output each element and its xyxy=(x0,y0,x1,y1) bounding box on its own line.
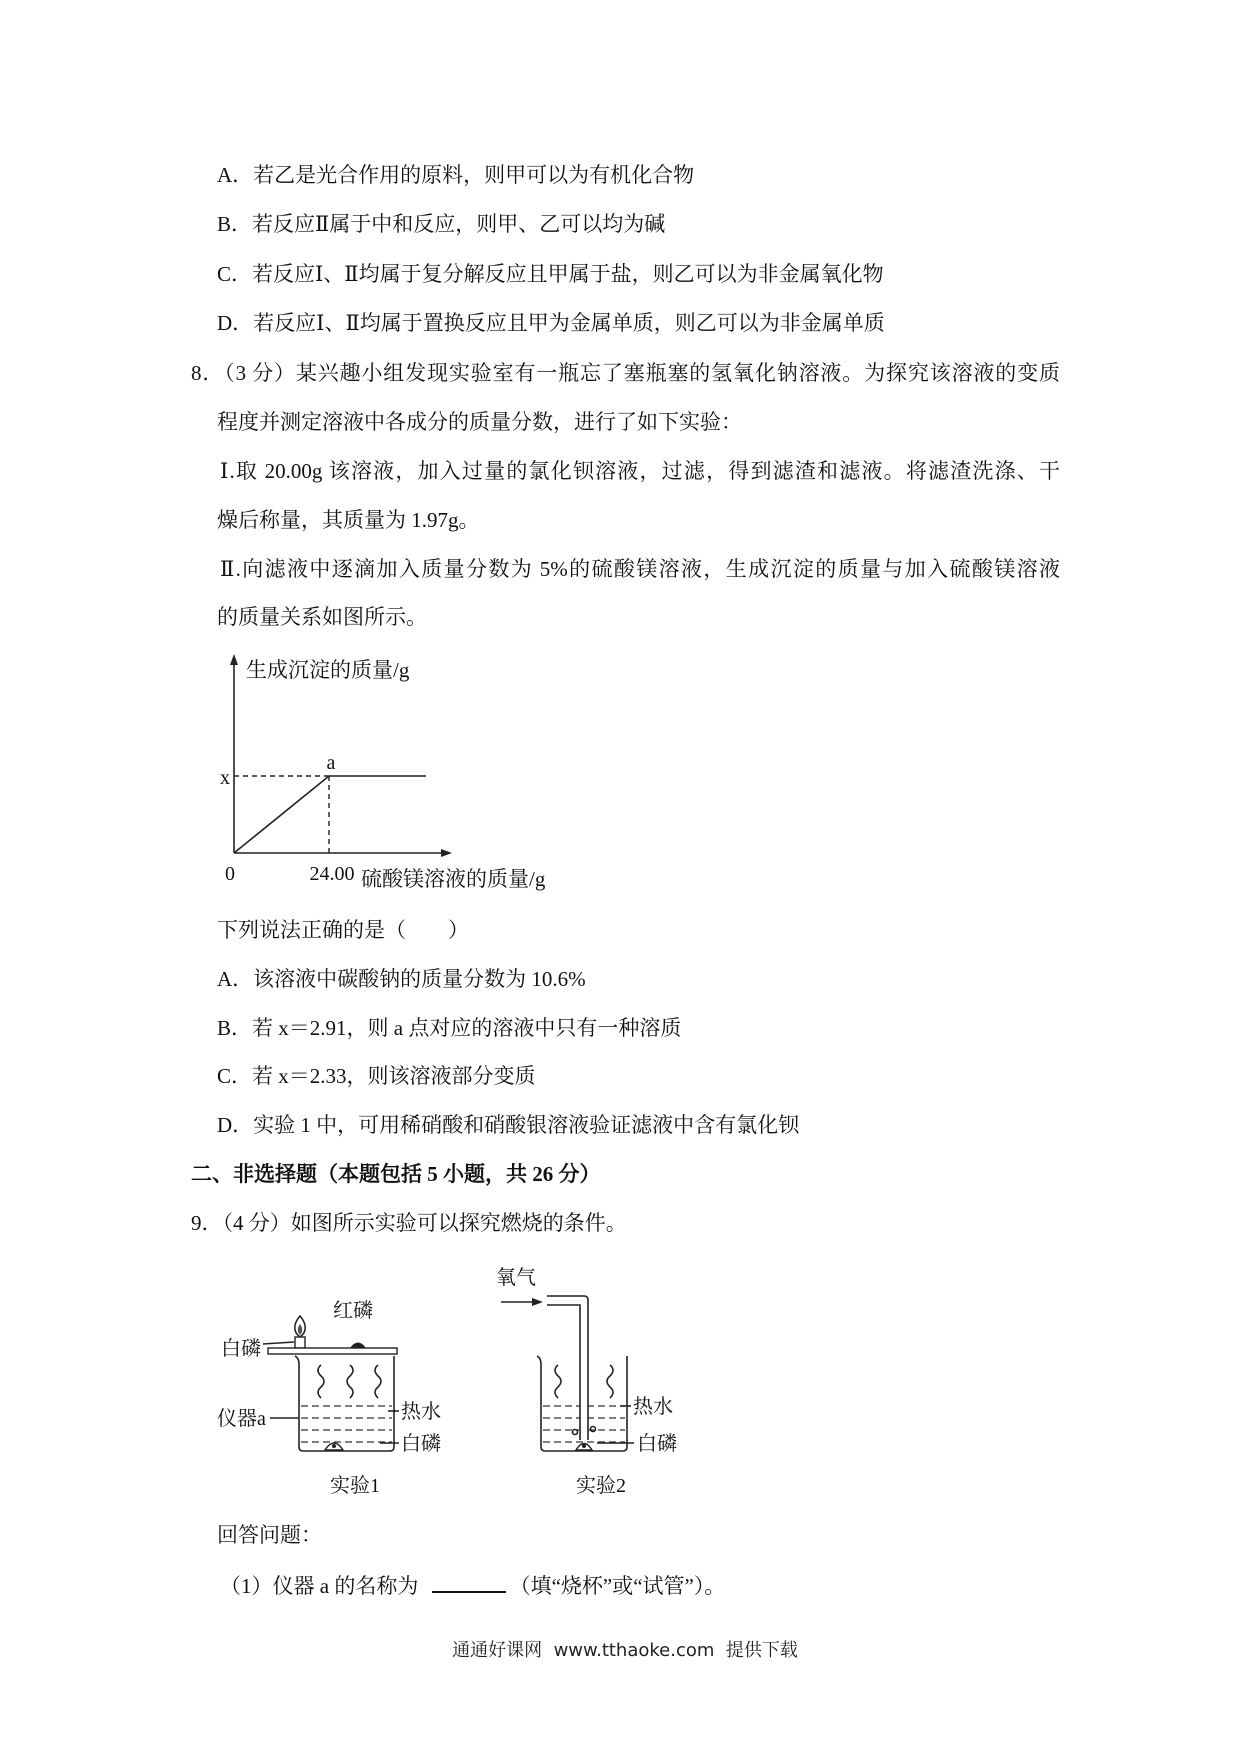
hot-water-label: 热水 xyxy=(401,1401,441,1423)
steam-wave xyxy=(347,1365,353,1398)
white-phosphorus-label: 白磷 xyxy=(637,1433,677,1455)
arrowhead-icon xyxy=(532,1298,543,1306)
section-heading: 二、非选择题（本题包括 5 小题，共 26 分） xyxy=(191,1162,601,1186)
x-axis-label: 硫酸镁溶液的质量/g xyxy=(361,867,546,891)
page-footer: 通通好课网 www.tthaoke.com 提供下载 xyxy=(452,1640,798,1661)
q7-option-d: D．若反应Ⅰ、Ⅱ均属于置换反应且甲为金属单质，则乙可以为非金属单质 xyxy=(217,311,885,335)
steam-wave xyxy=(375,1365,381,1398)
q7-option-a: A．若乙是光合作用的原料，则甲可以为有机化合物 xyxy=(217,163,695,187)
steam-wave xyxy=(607,1365,613,1398)
q9-answer-prompt: 回答问题： xyxy=(217,1523,322,1547)
q8-stem-line-2: 程度并测定溶液中各成分的质量分数，进行了如下实验： xyxy=(217,410,742,434)
q8-option-d: D．实验 1 中，可用稀硝酸和硝酸银溶液验证滤液中含有氯化钡 xyxy=(217,1113,800,1137)
x-tick-label: 24.00 xyxy=(309,863,355,885)
burning-white-phosphorus xyxy=(295,1337,305,1348)
white-phosphorus-bottom-label: 白磷 xyxy=(401,1433,441,1455)
q8-stem-line-1: 8．（3 分）某兴趣小组发现实验室有一瓶忘了塞瓶塞的氢氧化钠溶液。为探究该溶液的变质 xyxy=(191,361,1060,385)
red-phosphorus-label: 红磷 xyxy=(333,1300,373,1322)
white-phosphorus-top-leader xyxy=(263,1342,294,1344)
point-a-label: a xyxy=(326,752,336,774)
gas-tube-inner-wall xyxy=(547,1305,580,1440)
white-phosphorus-top-label: 白磷 xyxy=(221,1338,261,1360)
phosphorus-piece xyxy=(582,1444,586,1448)
q9-subquestion-1 xyxy=(220,1571,726,1598)
hot-water-label: 热水 xyxy=(633,1396,673,1418)
steam-wave xyxy=(318,1365,324,1398)
q8-step2-line-2: 的质量关系如图所示。 xyxy=(217,605,427,629)
beaker-1 xyxy=(295,1356,394,1451)
q9-sub1-text-after: （填“烧杯”或“试管”）。 xyxy=(509,1574,726,1598)
y-axis-label: 生成沉淀的质量/g xyxy=(246,658,410,682)
copper-plate xyxy=(268,1348,397,1354)
q8-option-a: A．该溶液中碳酸钠的质量分数为 10.6% xyxy=(217,967,586,991)
experiment-2 xyxy=(496,1266,677,1497)
q8-option-c: C．若 x＝2.33，则该溶液部分变质 xyxy=(217,1064,536,1088)
y-tick-x-label: x xyxy=(220,767,230,789)
experiment-1-caption: 实验1 xyxy=(330,1475,380,1497)
steam-wave xyxy=(555,1365,561,1398)
y-axis-arrowhead xyxy=(230,654,238,665)
q8-prompt: 下列说法正确的是（ ） xyxy=(217,918,469,942)
q7-option-b: B．若反应Ⅱ属于中和反应，则甲、乙可以均为碱 xyxy=(217,212,666,236)
origin-label: 0 xyxy=(225,863,235,885)
q9-combustion-experiment-figure xyxy=(200,1260,700,1510)
apparatus-a-label: 仪器a xyxy=(217,1408,266,1430)
oxygen-bubble xyxy=(591,1427,596,1432)
q8-step1-line-1: Ⅰ.取 20.00g 该溶液，加入过量的氯化钡溶液，过滤，得到滤渣和滤液。将滤渣洗涤、干 xyxy=(220,459,1060,483)
answer-blank xyxy=(432,1571,506,1593)
experiment-2-caption: 实验2 xyxy=(576,1475,626,1497)
q9-stem: 9．（4 分）如图所示实验可以探究燃烧的条件。 xyxy=(191,1211,627,1235)
phosphorus-piece xyxy=(332,1444,336,1448)
q8-precipitate-graph xyxy=(210,650,570,900)
red-phosphorus xyxy=(350,1343,366,1349)
oxygen-label: 氧气 xyxy=(496,1267,536,1289)
q8-option-b: B．若 x＝2.91，则 a 点对应的溶液中只有一种溶质 xyxy=(217,1016,682,1040)
q7-option-c: C．若反应Ⅰ、Ⅱ均属于复分解反应且甲属于盐，则乙可以为非金属氧化物 xyxy=(217,262,884,286)
q8-step1-line-2: 燥后称量，其质量为 1.97g。 xyxy=(217,508,480,532)
precipitate-rising-line xyxy=(234,776,329,853)
experiment-1 xyxy=(217,1299,441,1497)
q9-sub1-text-before: （1）仪器 a 的名称为 xyxy=(220,1574,424,1598)
flame-core xyxy=(298,1324,303,1335)
x-axis-arrowhead xyxy=(441,849,452,857)
oxygen-bubble xyxy=(573,1430,578,1435)
q8-step2-line-1: Ⅱ.向滤液中逐滴加入质量分数为 5%的硫酸镁溶液，生成沉淀的质量与加入硫酸镁溶液 xyxy=(220,557,1060,581)
